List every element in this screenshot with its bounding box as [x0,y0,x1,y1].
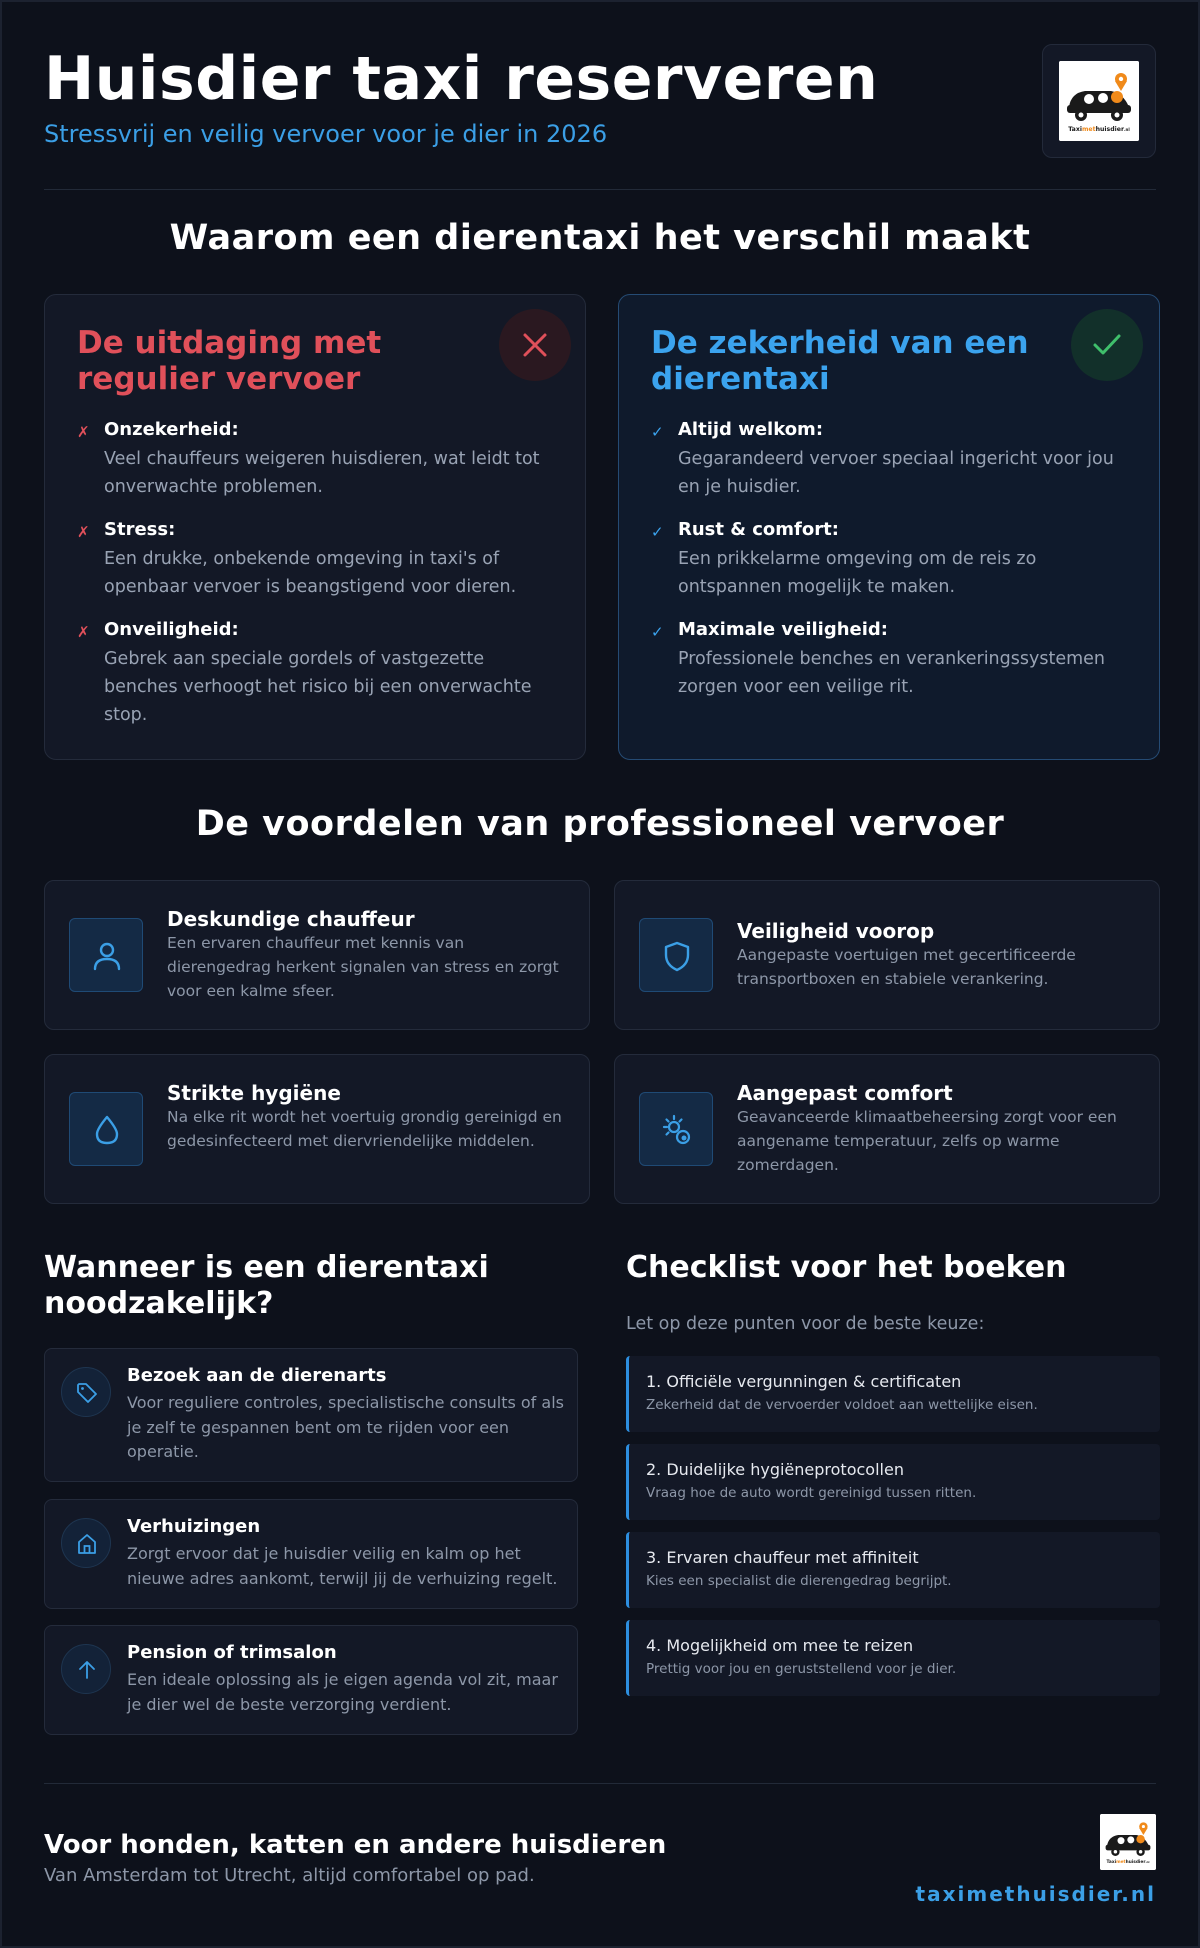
page-title: Huisdier taxi reserveren [44,44,879,114]
benefit-text: Aangepaste voertuigen met gecertificeerde transportboxen en stabiele verankering. [737,946,1076,988]
tag-icon [76,1382,98,1404]
when-item [44,1348,578,1482]
checklist-item [626,1532,1160,1608]
benefits-heading: De voordelen van professioneel vervoer [195,804,1005,844]
when-icon-circle [61,1367,111,1417]
challenge-item-text: Veel chauffeurs weigeren huisdieren, wat leidt tot onverwachte problemen. [104,449,540,497]
when-item [44,1625,578,1735]
benefit-text: Een ervaren chauffeur met kennis van dierengedrag herkent signalen van stress en zorgt voor een kalme sfeer. [167,934,559,1000]
svg-text:Taximethuisdier.nl: Taximethuisdier.nl [1068,126,1130,133]
footer-logo[interactable] [1100,1814,1156,1870]
checkmark-icon: ✓ [651,623,664,641]
checklist-item-title: 1. Officiële vergunningen & certificaten [646,1372,962,1391]
certainty-item-label: Rust & comfort: [678,519,839,540]
check-icon [1092,330,1122,360]
certainty-item-text: Een prikkelarme omgeving om de reis zo ontspannen mogelijk te maken. [678,549,1037,597]
when-item-text: Een ideale oplossing als je eigen agenda vol zit, maar je dier wel de beste verzorging verdient. [127,1670,558,1714]
benefit-icon-box [69,1092,143,1166]
when-icon-circle [61,1518,111,1568]
challenge-item-label: Onzekerheid: [104,419,239,440]
challenge-title: De uitdaging met regulier vervoer [77,325,382,397]
certainty-item-label: Maximale veiligheid: [678,619,888,640]
compare-heading: Waarom een dierentaxi het verschil maakt [169,218,1031,258]
challenge-card [44,294,586,760]
checklist-heading: Checklist voor het boeken [626,1250,1067,1285]
checklist-item-sub: Zekerheid dat de vervoerder voldoet aan wettelijke eisen. [646,1397,1038,1413]
taxi-pet-logo-icon [1100,1814,1156,1870]
close-icon [520,330,550,360]
when-item-title: Verhuizingen [127,1516,261,1537]
benefit-icon-box [69,918,143,992]
benefit-icon-box [639,918,713,992]
certainty-title: De zekerheid van een dierentaxi [651,325,1029,397]
user-icon [91,940,123,972]
benefit-title: Veiligheid voorop [737,919,935,943]
benefit-text: Geavanceerde klimaatbeheersing zorgt voor een aangename temperatuur, zelfs op warme zomerdagen. [737,1108,1117,1174]
footer-title: Voor honden, katten en andere huisdieren [44,1830,667,1860]
footer-website-link[interactable]: taximethuisdier.nl [915,1882,1156,1906]
certainty-item-text: Professionele benches en verankeringssystemen zorgen voor een veilige rit. [678,649,1105,697]
divider [44,1783,1156,1784]
checklist-item [626,1444,1160,1520]
challenge-item-label: Onveiligheid: [104,619,239,640]
checklist-item-sub: Prettig voor jou en geruststellend voor je dier. [646,1661,957,1677]
when-item-title: Pension of trimsalon [127,1642,337,1663]
checkmark-icon: ✓ [651,523,664,541]
checklist-item [626,1620,1160,1696]
benefit-title: Strikte hygiëne [167,1081,341,1105]
page-subtitle: Stressvrij en veilig vervoer voor je dier in 2026 [44,120,608,148]
cross-icon: ✗ [77,623,90,641]
checklist-item-sub: Kies een specialist die dierengedrag begrijpt. [646,1573,952,1589]
divider [44,189,1156,190]
checklist-item-sub: Vraag hoe de auto wordt gereinigd tussen ritten. [646,1485,977,1501]
checklist-item-title: 3. Ervaren chauffeur met affiniteit [646,1548,919,1567]
when-heading: Wanneer is een dierentaxi noodzakelijk? [44,1250,489,1321]
benefit-text: Na elke rit wordt het voertuig grondig gereinigd en gedesinfecteerd met diervriendelijke middelen. [167,1108,562,1150]
when-item-title: Bezoek aan de dierenarts [127,1365,387,1386]
benefit-title: Aangepast comfort [737,1081,953,1105]
certainty-item-text: Gegarandeerd vervoer speciaal ingericht voor jou en je huisdier. [678,449,1114,497]
challenge-item-text: Gebrek aan speciale gordels of vastgezette benches verhoogt het risico bij een onverwachte stop. [104,649,532,725]
checkmark-icon: ✓ [651,423,664,441]
benefit-card [44,1054,590,1204]
when-icon-circle [61,1644,111,1694]
checklist-item [626,1356,1160,1432]
shield-icon [661,940,693,972]
benefit-card [614,1054,1160,1204]
challenge-item-label: Stress: [104,519,176,540]
sun-cloud-icon [661,1114,693,1146]
droplet-icon [91,1114,123,1146]
when-item-text: Voor reguliere controles, specialistische consults of als je zelf te gespannen bent om te rijden voor een operatie. [127,1393,564,1461]
taxi-pet-logo-icon [1059,61,1139,141]
benefit-card [44,880,590,1030]
when-item-text: Zorgt ervoor dat je huisdier veilig en kalm op het nieuwe adres aankomt, terwijl jij de verhuizing regelt. [127,1544,558,1588]
checklist-item-title: 4. Mogelijkheid om mee te reizen [646,1636,914,1655]
arrow-up-icon [76,1659,98,1681]
footer-subtitle: Van Amsterdam tot Utrecht, altijd comfortabel op pad. [44,1865,535,1886]
benefit-title: Deskundige chauffeur [167,907,415,931]
brand-logo[interactable] [1042,44,1156,158]
when-item [44,1499,578,1609]
svg-text:Taximethuisdier.nl: Taximethuisdier.nl [1106,1860,1150,1865]
certainty-item-label: Altijd welkom: [678,419,824,440]
cross-icon: ✗ [77,423,90,441]
benefit-card [614,880,1160,1030]
home-icon [76,1533,98,1555]
checklist-item-title: 2. Duidelijke hygiëneprotocollen [646,1460,904,1479]
close-badge [499,309,571,381]
challenge-item-text: Een drukke, onbekende omgeving in taxi's of openbaar vervoer is beangstigend voor dieren. [104,549,517,597]
check-badge [1071,309,1143,381]
certainty-card [618,294,1160,760]
checklist-intro: Let op deze punten voor de beste keuze: [626,1314,985,1334]
cross-icon: ✗ [77,523,90,541]
benefit-icon-box [639,1092,713,1166]
